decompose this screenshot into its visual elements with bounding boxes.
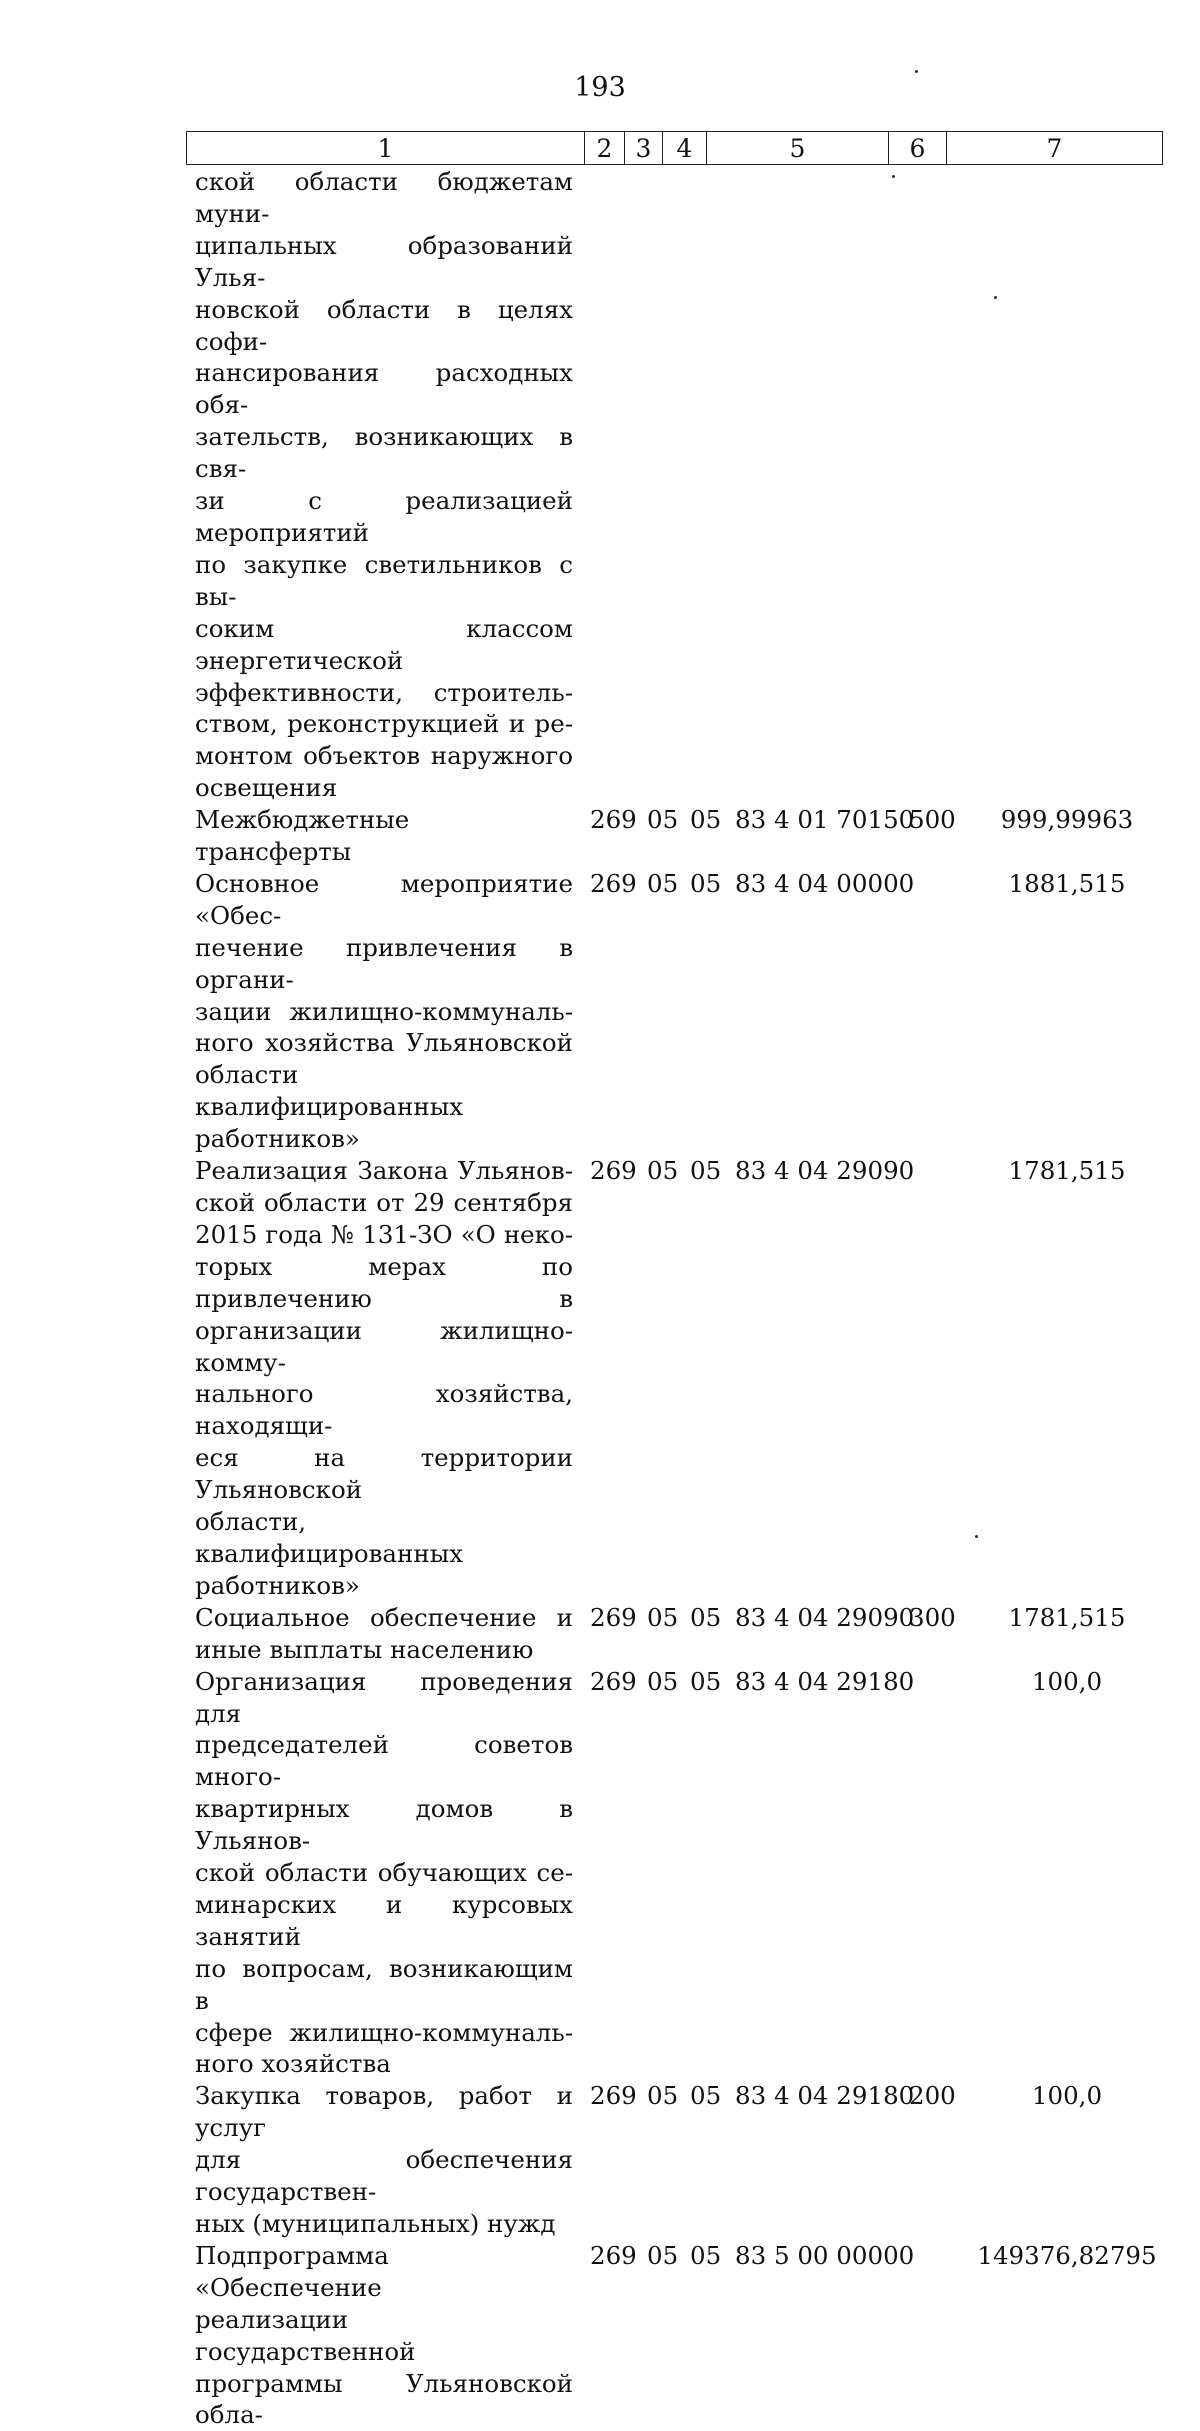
description-line: соким классом энергетической <box>195 613 573 675</box>
row-description <box>195 1602 573 1666</box>
description-line: зи с реализацией мероприятий <box>195 486 573 547</box>
row-amount: 999,99963 <box>1000 805 1134 835</box>
row-amount: 100,0 <box>1031 2081 1103 2111</box>
description-line: по закупке светильников с вы- <box>195 549 573 611</box>
section-code: 05 <box>647 1156 679 1186</box>
scan-speck <box>892 175 895 178</box>
description-line: ных (муниципальных) нужд <box>195 2209 556 2238</box>
expense-type-code: 200 <box>909 2081 956 2111</box>
row-description <box>195 166 573 804</box>
subsection-code: 05 <box>690 1602 722 1632</box>
row-description <box>195 868 573 1155</box>
row-description <box>195 804 573 868</box>
table-header <box>186 131 1163 165</box>
description-line: ской области от 29 сентября <box>195 1188 573 1217</box>
header-col-6: 6 <box>889 132 947 164</box>
description-line: председателей советов много- <box>195 1730 573 1792</box>
row-amount: 1881,515 <box>1008 868 1126 898</box>
description-line: минарских и курсовых занятий <box>195 1889 573 1951</box>
description-line: Подпрограмма «Обеспечение <box>195 2240 389 2302</box>
expense-type-code: 500 <box>909 805 956 835</box>
row-description <box>195 1666 573 2081</box>
target-article-code: 83 5 00 00000 <box>735 2240 915 2270</box>
admin-code: 269 <box>590 868 637 898</box>
description-line: освещения <box>195 773 338 803</box>
subsection-code: 05 <box>690 1666 722 1696</box>
table-row <box>0 1602 1200 1666</box>
section-code: 05 <box>647 805 679 835</box>
description-line: ного хозяйства <box>195 2049 391 2079</box>
description-line: ципальных образований Улья- <box>195 230 573 292</box>
description-line: работников» <box>195 1570 360 1600</box>
description-line: эффективности, строитель- <box>195 677 573 707</box>
target-article-code: 83 4 04 29180 <box>735 1666 915 1696</box>
description-line: ской области обучающих се- <box>195 1858 573 1888</box>
description-line: программы Ульяновской обла- <box>195 2368 573 2430</box>
row-amount: 1781,515 <box>1008 1602 1126 1632</box>
subsection-code: 05 <box>690 868 722 898</box>
table-row <box>0 2240 1200 2431</box>
row-amount: 1781,515 <box>1008 1156 1126 1186</box>
admin-code: 269 <box>590 1666 637 1696</box>
table-body <box>0 166 1200 2431</box>
description-line: монтом объектов наружного <box>195 741 573 771</box>
description-line: Межбюджетные трансферты <box>195 805 410 867</box>
description-line: Организация проведения для <box>195 1666 573 1728</box>
description-line: области, квалифицированных <box>195 1507 464 1568</box>
section-code: 05 <box>647 2240 679 2270</box>
subsection-code: 05 <box>690 805 722 835</box>
section-code: 05 <box>647 868 679 898</box>
description-line: сфере жилищно-коммуналь- <box>195 2017 573 2047</box>
table-row <box>0 1666 1200 2081</box>
subsection-code: 05 <box>690 1156 722 1186</box>
description-line: реализации государственной <box>195 2304 416 2366</box>
table-row <box>0 166 1200 804</box>
page-number: 193 <box>574 72 626 103</box>
description-line: для обеспечения государствен- <box>195 2145 573 2207</box>
scan-speck <box>994 296 997 299</box>
admin-code: 269 <box>590 1156 637 1186</box>
description-line: ской области бюджетам муни- <box>195 167 573 228</box>
description-line: нального хозяйства, находящи- <box>195 1379 573 1441</box>
subsection-code: 05 <box>690 2240 722 2270</box>
description-line: ного хозяйства Ульяновской <box>195 1028 573 1058</box>
row-description <box>195 1155 573 1602</box>
target-article-code: 83 4 01 70150 <box>735 805 915 835</box>
admin-code: 269 <box>590 2240 637 2270</box>
description-line: еся на территории Ульяновской <box>195 1443 573 1505</box>
description-line: Реализация Закона Ульянов- <box>195 1156 573 1186</box>
table-row <box>0 2080 1200 2240</box>
description-line: иные выплаты населению <box>195 1634 534 1664</box>
table-row <box>0 868 1200 1155</box>
description-line: Закупка товаров, работ и услуг <box>195 2081 573 2143</box>
row-description <box>195 2240 573 2431</box>
target-article-code: 83 4 04 29090 <box>735 1602 915 1632</box>
target-article-code: 83 4 04 29090 <box>735 1156 915 1186</box>
description-line: области квалифицированных <box>195 1060 464 1122</box>
description-line: по вопросам, возникающим в <box>195 1953 573 2015</box>
description-line: зации жилищно-коммуналь- <box>195 996 573 1026</box>
description-line: новской области в целях софи- <box>195 294 573 356</box>
row-amount: 100,0 <box>1031 1666 1103 1696</box>
description-line: 2015 года № 131-ЗО «О неко- <box>195 1219 573 1249</box>
header-col-1: 1 <box>187 132 585 164</box>
table-row <box>0 1155 1200 1602</box>
scan-speck <box>975 1535 978 1538</box>
description-line: печение привлечения в органи- <box>195 932 573 994</box>
header-col-7: 7 <box>1046 133 1063 163</box>
description-line: нансирования расходных обя- <box>195 358 573 420</box>
target-article-code: 83 4 04 29180 <box>735 2081 915 2111</box>
description-line: работников» <box>195 1124 360 1154</box>
expense-type-code: 300 <box>909 1602 956 1632</box>
description-line: квартирных домов в Ульянов- <box>195 1794 573 1856</box>
description-line: ством, реконструкцией и ре- <box>195 709 573 739</box>
description-line: торых мерах по привлечению в <box>195 1251 573 1313</box>
admin-code: 269 <box>590 805 637 835</box>
target-article-code: 83 4 04 00000 <box>735 868 915 898</box>
row-description <box>195 2080 573 2240</box>
header-col-2: 2 <box>585 132 625 164</box>
section-code: 05 <box>647 1602 679 1632</box>
header-col-4: 4 <box>663 132 707 164</box>
description-line: Социальное обеспечение и <box>195 1602 573 1632</box>
row-amount: 149376,82795 <box>977 2240 1157 2270</box>
admin-code: 269 <box>590 1602 637 1632</box>
scan-speck <box>915 70 918 73</box>
header-col-3: 3 <box>625 132 663 164</box>
header-col-5: 5 <box>707 132 889 164</box>
subsection-code: 05 <box>690 2081 722 2111</box>
section-code: 05 <box>647 2081 679 2111</box>
admin-code: 269 <box>590 2081 637 2111</box>
description-line: зательств, возникающих в свя- <box>195 422 573 484</box>
table-row <box>0 804 1200 868</box>
description-line: организации жилищно-комму- <box>195 1315 573 1377</box>
description-line: Основное мероприятие «Обес- <box>195 868 573 930</box>
section-code: 05 <box>647 1666 679 1696</box>
